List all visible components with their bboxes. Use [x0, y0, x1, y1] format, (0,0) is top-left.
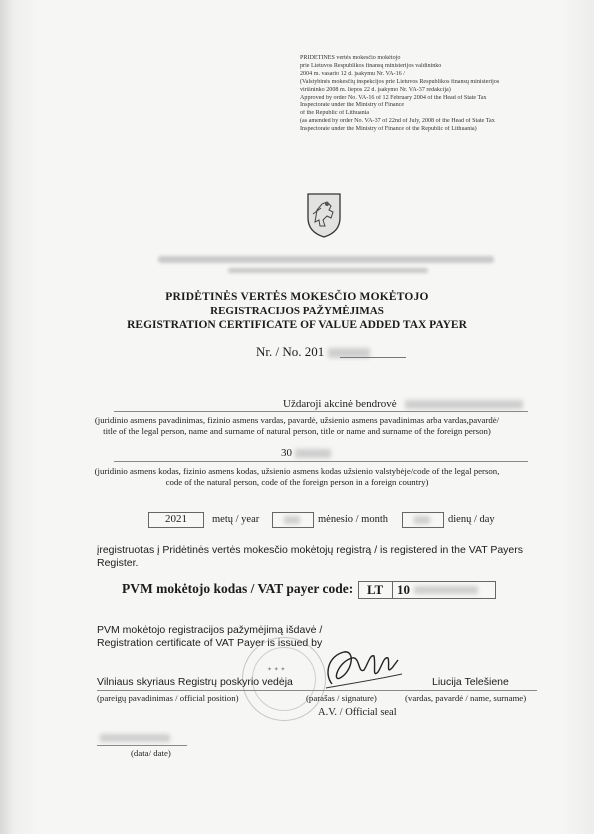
approval-line: Inspectorate under the Ministry of Finance of the Republic of Lithuania)	[300, 126, 477, 133]
approval-line: Approved by order No. VA-16 of 12 February 2004 of the Head of State Tax	[300, 94, 487, 101]
vat-code-label: PVM mokėtojo kodas / VAT payer code:	[122, 581, 354, 596]
signature-caption: (parašas / signature)	[306, 693, 377, 703]
entity-name-line	[114, 411, 528, 412]
vat-number-visible: 10	[397, 582, 410, 597]
date-line	[97, 745, 187, 746]
number-value: 201	[304, 344, 325, 359]
signature-line	[97, 690, 537, 691]
coat-of-arms-emblem	[305, 192, 343, 238]
date-caption: (data/ date)	[131, 748, 171, 758]
seal-caption: A.V. / Official seal	[318, 707, 397, 718]
authority-name-blurred	[158, 256, 494, 263]
approval-line: 2004 m. vasario 12 d. įsakymu Nr. VA-16 /	[300, 70, 405, 77]
authority-subtitle-blurred	[228, 268, 428, 273]
entity-code-line	[114, 461, 528, 462]
title-en: REGISTRATION CERTIFICATE OF VALUE ADDED TAX PAYER	[127, 319, 467, 331]
approval-line: prie Lietuvos Respublikos finansų ministerijos valdininko	[300, 62, 442, 69]
entity-code-caption-line-2: code of the natural person, code of the foreign person in a foreign country)	[165, 477, 429, 487]
title-lt-line-1: PRIDĖTINĖS VERTĖS MOKESČIO MOKĖTOJO	[165, 291, 429, 303]
month-redacted	[284, 516, 300, 524]
entity-code-caption-line-1: (juridinio asmens kodas, fizinio asmens kodas, užsienio asmens kodas užsienio valstybėje/code of the legal person,	[94, 466, 500, 476]
number-label: Nr. / No.	[256, 344, 302, 359]
entity-code	[281, 447, 331, 459]
issued-line-1: PVM mokėtojo registracijos pažymėjimą išdavė /	[97, 624, 323, 636]
approval-line: PRIDĖTINĖS vertės mokesčio mokėtojo	[300, 55, 401, 61]
registration-statement: įregistruotas į Pridėtinės vertės mokesčio mokėtojų registrą / is registered in the VAT Payers Register.	[97, 544, 524, 569]
name-caption: (vardas, pavardė / name, surname)	[405, 693, 527, 703]
year-label: metų / year	[212, 514, 260, 525]
entity-code-redacted	[295, 449, 331, 458]
number-underline	[340, 357, 406, 358]
entity-name	[283, 398, 523, 410]
vat-number-redacted	[414, 586, 478, 594]
issue-date-redacted	[100, 734, 170, 742]
approval-line: Inspectorate under the Ministry of Finance	[300, 102, 405, 109]
entity-name-caption	[0, 415, 594, 437]
handwritten-signature	[318, 644, 404, 692]
approval-line: of the Republic of Lithuania	[300, 110, 370, 117]
entity-type: Uždaroji akcinė bendrovė	[283, 398, 397, 410]
approval-line: (Valstybinės mokesčių inspekcijos prie Lietuvos Respublikos finansų ministerijos	[300, 78, 500, 85]
issued-line-2: Registration certificate of VAT Payer is issued by	[97, 637, 323, 649]
month-label: mėnesio / month	[318, 514, 388, 525]
day-label: dienų / day	[448, 514, 495, 525]
vat-prefix: LT	[367, 582, 384, 597]
year-value: 2021	[165, 513, 187, 525]
entity-name-caption-line-1: (juridinio asmens pavadinimas, fizinio asmens vardas, pavardė, užsienio asmens pavadinimas arba vardas,pavardė/	[94, 415, 500, 425]
day-redacted	[414, 516, 430, 524]
entity-name-redacted	[405, 400, 523, 409]
title-lt-line-2: REGISTRACIJOS PAŽYMĖJIMAS	[210, 305, 384, 317]
entity-code-caption	[0, 466, 594, 488]
position-caption: (pareigų pavadinimas / official position)	[97, 693, 239, 703]
issuer-name: Liucija Telešiene	[432, 676, 509, 688]
approval-note	[300, 55, 552, 134]
approval-line: viršininko 2008 m. liepos 22 d. įsakymo Nr. VA-37 redakcija)	[300, 86, 451, 93]
entity-name-caption-line-2: title of the legal person, name and surname of natural person, title or name and surname of the foreign person)	[103, 426, 491, 436]
seal-watermark: ✦ ✦ ✦	[267, 667, 286, 673]
approval-line: (as amended by order No. VA-37 of 22nd of July, 2008 of the Head of State Tax	[300, 118, 495, 125]
entity-code-value: 30	[281, 447, 292, 459]
issuer-position: Vilniaus skyriaus Registrų poskyrio vedėja	[97, 676, 293, 688]
